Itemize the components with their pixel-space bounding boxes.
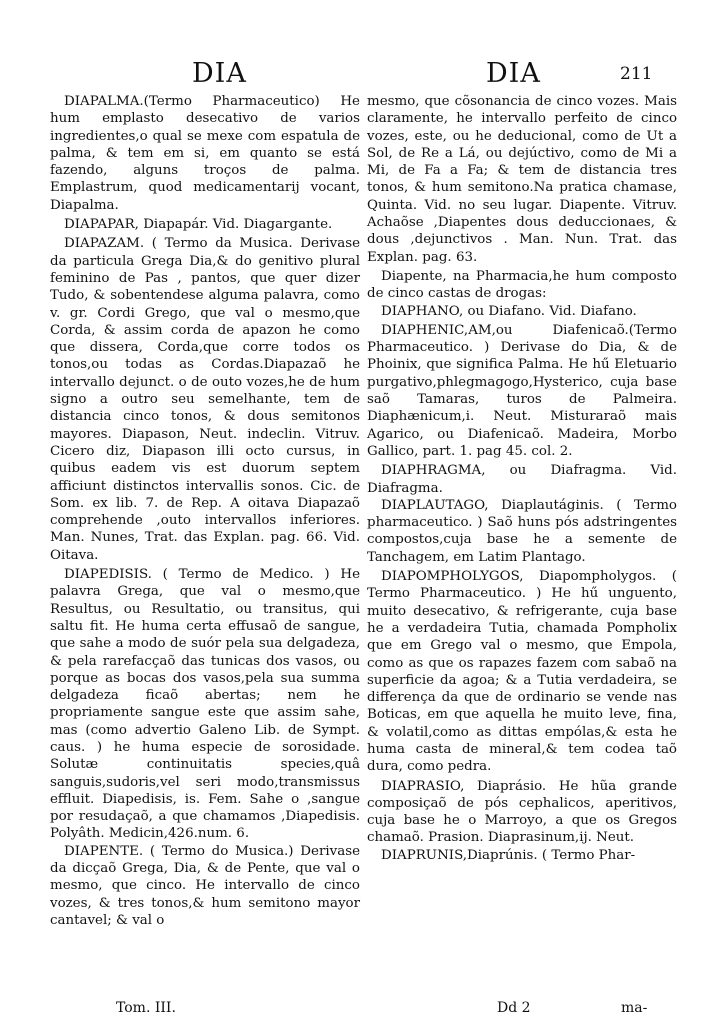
catchword: ma- [621,1000,648,1016]
entry-diapedisis: DIAPEDISIS. ( Termo de Medico. ) He palavra Grega, que val o mesmo,que Resultus, ou Resultatio, ou transitus, qui saltu fit. He huma certa effusaõ de sangue, que sahe a modo de suór pela sua delgadeza, & pela rarefacçaõ das tunicas dos vasos, ou porque as bocas dos vasos,pela sua summa delgadeza ficaõ abertas; nem he propriamente sangue este que assim sahe, mas (como advertio Galeno Lib. de Sympt. caus. ) he huma especie de sorosidade. Solutæ continuitatis species,quâ sanguis,sudoris,vel seri modo,transmissus effluit. Diapedisis, is. Fem. Sahe o ,sangue por resudaçaõ, a que chamamos ,Diapedisis. Polyâth. Medicin,426.num. 6. [50,567,360,842]
left-column [50,93,360,929]
volume-label: Tom. III. [116,1000,176,1016]
running-head-right: DIA [486,58,541,89]
entry-diapente-continued: mesmo, que cõsonancia de cinco vozes. Mais claramente, he intervallo perfeito de cinco vozes, este, ou he deducional, como de Ut a Sol, de Re a Lá, ou dejúctivo, como de Mi a Mi, de Fa a Fa; & tem de distancia tres tonos, & hum semitono.Na pratica chamase, Quinta. Vid. no seu lugar. Diapente. Vitruv. Achaõse ,Diapentes dous deduccionaes, & dous ,dejunctivos . Man. Nun. Trat. das Explan. pag. 63. [367,94,677,265]
signature-mark: Dd 2 [497,1000,531,1016]
entry-diaprunis: DIAPRUNIS,Diaprúnis. ( Termo Phar- [381,847,636,863]
entry-diaplautago: DIAPLAUTAGO, Diaplautáginis. ( Termo pharmaceutico. ) Saõ huns pós adstringentes compostos,cuja base he a semente de Tanchagem, em Latim Plantago. [367,497,677,565]
entry-diapente-pharmacia: Diapente, na Pharmacia,he hum composto de cinco castas de drogas: [367,268,677,302]
entry-diapente: DIAPENTE. ( Termo do Musica.) Derivase da dicçaõ Grega, Dia, & de Pente, que val o mesmo, que cinco. He intervallo de cinco vozes, & tres tonos,& hum semitono mayor cantavel; & val o [50,843,360,928]
entry-diapapar: DIAPAPAR, Diapapár. Vid. Diagargante. [64,217,333,233]
entry-diaphragma: DIAPHRAGMA, ou Diafragma. Vid. Diafragma. [367,463,677,496]
running-head-left: DIA [192,58,247,89]
entry-diaphano: DIAPHANO, ou Diafano. Vid. Diafano. [381,303,637,319]
right-column [367,93,677,864]
entry-diaphenicam: DIAPHENIC,AM,ou Diafenicaõ.(Termo Pharmaceutico. ) Derivase do Dia, & de Phoinix, que significa Palma. He hű Eletuario purgativo,phlegmagogo,Hysterico, cuja base saõ Tamaras, turos de Palmeira. Diaphænicum,i. Neut. Misturaraõ mais Agarico, ou Diafenicaõ. Madeira, Morbo Gallico, part. 1. pag 45. col. 2. [367,322,677,459]
page-number: 211 [620,64,653,84]
entry-diapalma: DIAPALMA.(Termo Pharmaceutico) He hum emplasto desecativo de varios ingredientes,o qual se mexe com espatula de palma, & tem em si, em quanto se está fazendo, alguns troços de palma. Emplastrum, quod medicamentarij vocant, Diapalma. [50,94,360,213]
entry-diapompholygos: DIAPOMPHOLYGOS, Diapompholygos. ( Termo Pharmaceutico. ) He hű unguento, muito desecativo, & refrigerante, cuja base he a verdadeira Tutia, chamada Pompholix que em Grego val o mesmo, que Empola, como as que os rapazes fazem com sabaõ na superficie da agoa; & a Tutia verdadeira, se differença da que de ordinario se vende nas Boticas, em que aquella he muito leve, fina, & volatil,como as dittas empólas,& esta he huma casta de mineral,& tem codea taõ dura, como pedra. [367,569,677,775]
entry-diapazam: DIAPAZAM. ( Termo da Musica. Derivase da particula Grega Dia,& do genitivo plural feminino de Pas , pantos, que quer dizer Tudo, & sobentendese alguma palavra, como v. gr. Cordi Grego, que val o mesmo,que Corda, & assim corda de apazon he como que dissera, Corda,que corre todos os tonos,ou todas as Cordas.Diapazaõ he intervallo dejunct. o de outo vozes,he de hum signo a outro seu semelhante, tem de distancia cinco tonos, & dous semitonos mayores. Diapason, Neut. indeclin. Vitruv. Cicero diz, Diapason illi octo cursus, in quibus eadem vis est duorum septem afficiunt distinctos intervallis sonos. Cic. de Som. ex lib. 7. de Rep. A oitava Diapazaõ comprehende ,outo intervallos inferiores. Man. Nunes, Trat. das Explan. pag. 66. Vid. Oitava. [50,236,360,563]
entry-diaprasio: DIAPRASIO, Diaprásio. He hũa grande composiçaõ de pós cephalicos, aperitivos, cuja base he o Marroyo, a que os Gregos chamaõ. Prasion. Diaprasinum,ij. Neut. [367,778,677,846]
